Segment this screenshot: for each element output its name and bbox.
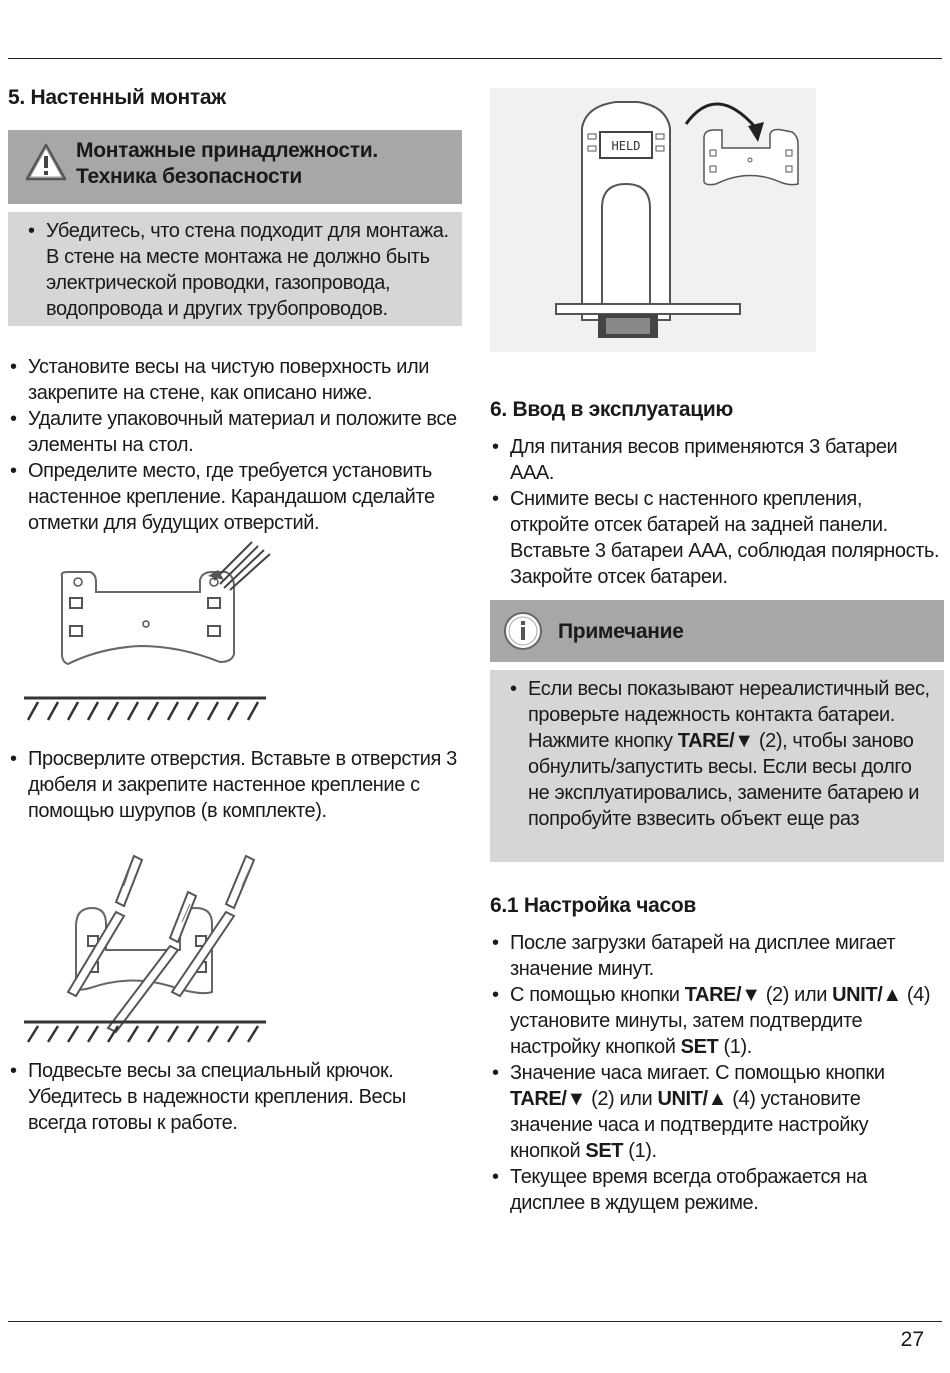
tare-key-label: TARE/▼ [510, 1088, 586, 1110]
mount-step: • Определите место, где требуется установить настенное крепление. Карандашом сделайте отметки для будущих отверстий. [8, 458, 458, 536]
clock-setup-list [490, 930, 940, 1216]
info-icon [502, 610, 544, 652]
mount-step: • Подвесьте весы за специальный крючок. Убедитесь в надежности крепления. Весы всегда готовы к работе. [8, 1058, 458, 1136]
top-rule [8, 58, 942, 59]
bottom-rule [8, 1321, 942, 1322]
mount-steps-list [8, 354, 458, 536]
section-6-1-title: 6.1 Настройка часов [490, 894, 697, 917]
warning-title: Монтажные принадлежности. Техника безопасности [76, 139, 378, 188]
dowels-screws-figure [20, 846, 290, 1046]
note-title: Примечание [558, 620, 684, 643]
tare-key-label: TARE/▼ [677, 730, 754, 752]
set-key-label: SET [680, 1036, 719, 1058]
wall-bracket-marking-figure [20, 536, 290, 726]
scale-on-bracket-figure [490, 88, 816, 352]
warning-list [26, 218, 456, 322]
mount-step: • Установите весы на чистую поверхность или закрепите на стене, как описано ниже. [8, 354, 458, 406]
drill-step-list [8, 746, 458, 824]
warning-icon [24, 142, 68, 182]
clock-setup-item: • С помощью кнопки TARE/▼ (2) или UNIT/▲ (4) установите минуты, затем подтвердите настройку кнопкой SET (1). [490, 982, 940, 1060]
tare-key-label: TARE/▼ [684, 984, 761, 1006]
clock-setup-item: • После загрузки батарей на дисплее мигает значение минут. [490, 930, 940, 982]
commissioning-item: • Для питания весов применяются 3 батареи AAA. [490, 434, 940, 486]
page-number: 27 [900, 1328, 924, 1351]
section-5-title: 5. Настенный монтаж [8, 86, 226, 109]
note-body [490, 670, 944, 862]
mount-step: • Удалите упаковочный материал и положите все элементы на стол. [8, 406, 458, 458]
hang-step-list [8, 1058, 458, 1136]
set-key-label: SET [585, 1140, 624, 1162]
note-item: • Если весы показывают нереалистичный вес, проверьте надежность контакта батареи. Нажмите кнопку TARE/▼ (2), чтобы заново обнулить/запустить весы. Если весы долго не эксплуатировались, замените батарею и попробуйте взвесить объект еще раз [508, 676, 938, 832]
warning-header [8, 130, 462, 204]
unit-key-label: UNIT/▲ [657, 1088, 728, 1110]
warning-item: • Убедитесь, что стена подходит для монтажа. В стене на месте монтажа не должно быть электрической проводки, газопровода, водопровода и других трубопроводов. [26, 218, 456, 322]
commissioning-item: • Снимите весы с настенного крепления, откройте отсек батарей на задней панели. Вставьте 3 батареи AAA, соблюдая полярность. Закройте отсек батареи. [490, 486, 940, 590]
warning-body [8, 212, 462, 326]
section-6-title: 6. Ввод в эксплуатацию [490, 398, 734, 421]
display-readout: HELD [611, 139, 641, 153]
mount-step: • Просверлите отверстия. Вставьте в отверстия 3 дюбеля и закрепите настенное крепление с помощью шурупов (в комплекте). [8, 746, 458, 824]
commissioning-list [490, 434, 940, 590]
unit-key-label: UNIT/▲ [832, 984, 902, 1006]
clock-setup-item: • Значение часа мигает. С помощью кнопки TARE/▼ (2) или UNIT/▲ (4) установите значение часа и подтвердите настройку кнопкой SET (1). [490, 1060, 940, 1164]
note-header [490, 600, 944, 662]
clock-setup-item: • Текущее время всегда отображается на дисплее в ждущем режиме. [490, 1164, 940, 1216]
note-list [508, 676, 938, 832]
